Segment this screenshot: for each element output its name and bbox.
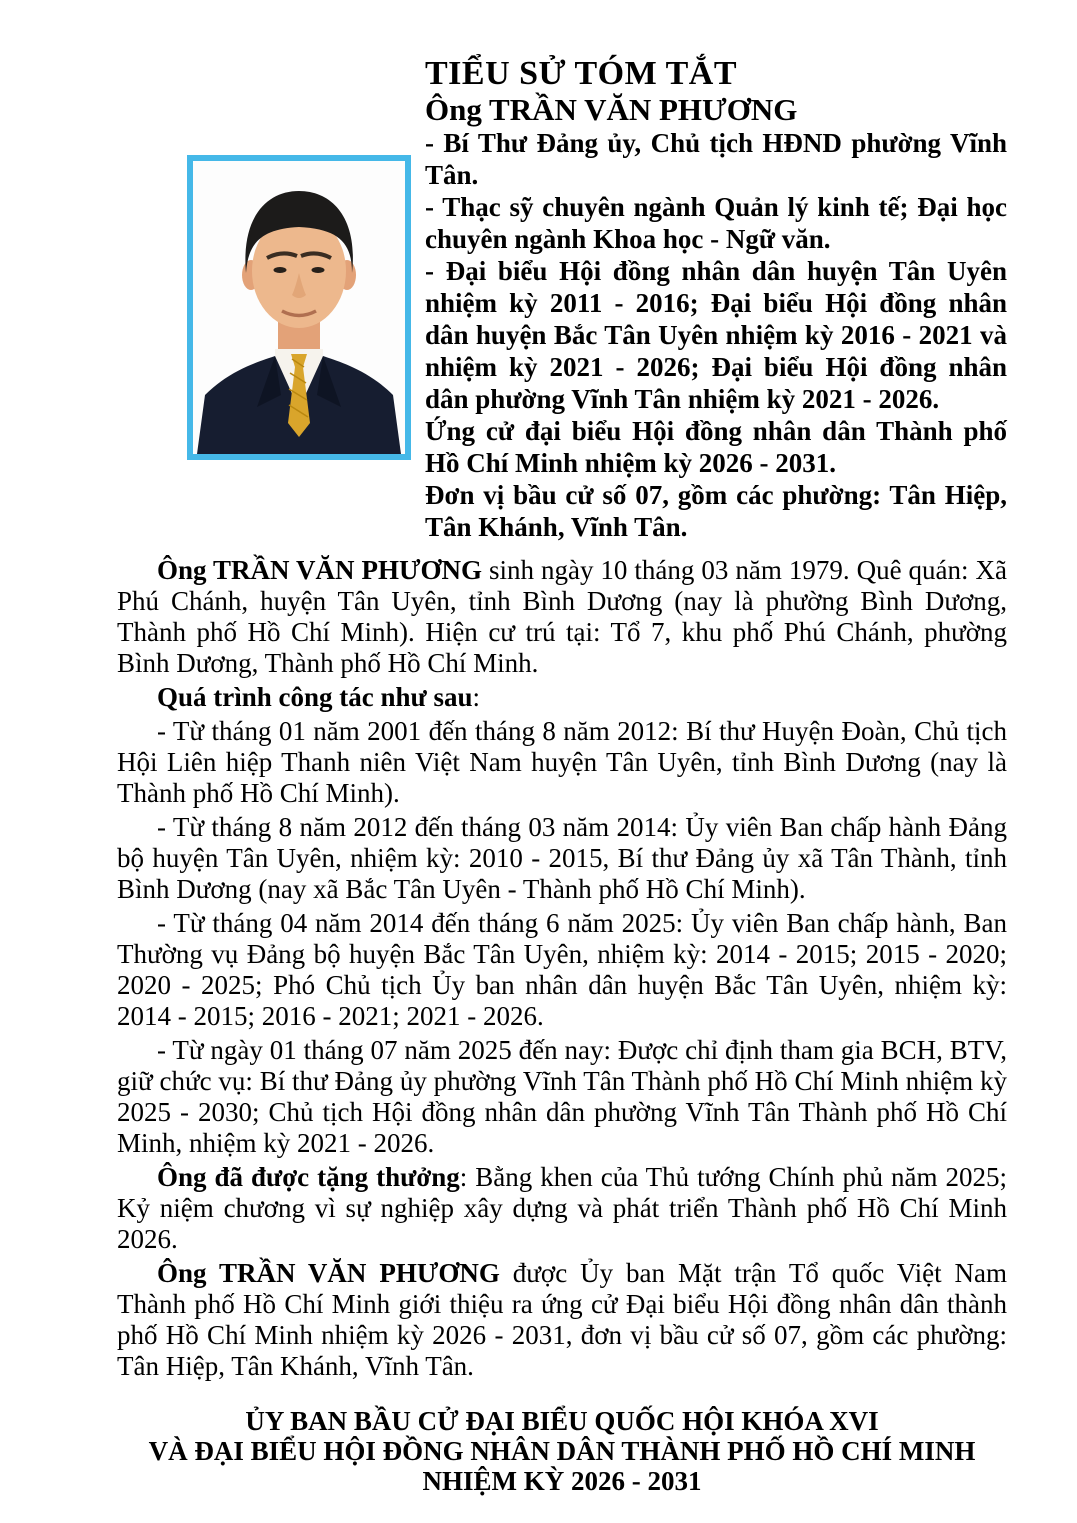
awards-lead: Ông đã được tặng thưởng (157, 1162, 460, 1192)
nomination-paragraph (117, 1258, 1007, 1382)
portrait-photo (187, 155, 411, 460)
career-heading-lead: Quá trình công tác như sau (157, 682, 473, 712)
document-title: TIỂU SỬ TÓM TẮT (425, 55, 738, 92)
footer-line-committee: ỦY BAN BẦU CỬ ĐẠI BIỂU QUỐC HỘI KHÓA XVI (245, 1406, 879, 1436)
header-section (117, 55, 1007, 543)
career-heading (117, 682, 1007, 713)
awards-text: : Bằng khen của Thủ tướng Chính phủ năm 2025; Kỷ niệm chương vì sự nghiệp xây dựng và phát triển Thành phố Hồ Chí Minh 2026. (117, 1162, 1007, 1254)
awards-paragraph (117, 1162, 1007, 1255)
intro-lead-name: Ông TRẦN VĂN PHƯƠNG (157, 555, 482, 585)
summary-bullet-positions: - Bí Thư Đảng ủy, Chủ tịch HĐND phường Vĩnh Tân. (425, 128, 1007, 190)
body-section (117, 555, 1007, 1382)
career-item-2025-now: - Từ ngày 01 tháng 07 năm 2025 đến nay: Được chỉ định tham gia BCH, BTV, giữ chức vụ: Bí thư Đảng ủy phường Vĩnh Tân Thành phố Hồ Chí Minh nhiệm kỳ 2025 - 2030; Chủ tịch Hội đồng nhân dân phường Vĩnh Tân Thành phố Hồ Chí Minh, nhiệm kỳ 2021 - 2026. (117, 1035, 1007, 1158)
nomination-text: được Ủy ban Mặt trận Tổ quốc Việt Nam Thành phố Hồ Chí Minh giới thiệu ra ứng cử Đại biểu Hội đồng nhân dân thành phố Hồ Chí Minh nhiệm kỳ 2026 - 2031, đơn vị bầu cử số 07, gồm các phường: Tân Hiệp, Tân Khánh, Vĩnh Tân. (117, 1258, 1007, 1381)
person-name: Ông TRẦN VĂN PHƯƠNG (425, 92, 798, 127)
summary-bullet-delegate-history: - Đại biểu Hội đồng nhân dân huyện Tân Uyên nhiệm kỳ 2011 - 2016; Đại biểu Hội đồng nhân dân huyện Bắc Tân Uyên nhiệm kỳ 2016 - 2021 và nhiệm kỳ 2021 - 2026; Đại biểu Hội đồng nhân dân phường Vĩnh Tân nhiệm kỳ 2021 - 2026. (425, 256, 1007, 414)
footer-line-term: NHIỆM KỲ 2026 - 2031 (422, 1466, 702, 1496)
nomination-lead-name: Ông TRẦN VĂN PHƯƠNG (157, 1258, 500, 1288)
intro-text: sinh ngày 10 tháng 03 năm 1979. Quê quán: Xã Phú Chánh, huyện Tân Uyên, tỉnh Bình Dương (nay là phường Bình Dương, Thành phố Hồ Chí Minh). Hiện cư trú tại: Tổ 7, khu phố Phú Chánh, phường Bình Dương, Thành phố Hồ Chí Minh. (117, 555, 1007, 678)
summary-bullet-candidacy: Ứng cử đại biểu Hội đồng nhân dân Thành phố Hồ Chí Minh nhiệm kỳ 2026 - 2031. (425, 416, 1007, 478)
career-item-2001-2012: - Từ tháng 01 năm 2001 đến tháng 8 năm 2012: Bí thư Huyện Đoàn, Chủ tịch Hội Liên hiệp Thanh niên Việt Nam huyện Tân Uyên, tỉnh Bình Dương (nay là Thành phố Hồ Chí Minh). (117, 716, 1007, 808)
footer-line-council: VÀ ĐẠI BIỂU HỘI ĐỒNG NHÂN DÂN THÀNH PHỐ HỒ CHÍ MINH (148, 1436, 976, 1466)
summary-bullet-education: - Thạc sỹ chuyên ngành Quản lý kinh tế; Đại học chuyên ngành Khoa học - Ngữ văn. (425, 192, 1007, 254)
career-item-2012-2014: - Từ tháng 8 năm 2012 đến tháng 03 năm 2014: Ủy viên Ban chấp hành Đảng bộ huyện Tân Uyên, nhiệm kỳ: 2010 - 2015, Bí thư Đảng ủy xã Tân Thành, tỉnh Bình Dương (nay xã Bắc Tân Uyên - Thành phố Hồ Chí Minh). (117, 812, 1007, 904)
portrait-photo-graphic (193, 161, 405, 454)
summary-bullet-constituency: Đơn vị bầu cử số 07, gồm các phường: Tân Hiệp, Tân Khánh, Vĩnh Tân. (425, 480, 1007, 542)
career-heading-colon: : (472, 682, 481, 712)
header-text-column (425, 55, 1007, 543)
intro-paragraph (117, 555, 1007, 679)
footer-section (117, 1406, 1007, 1496)
career-item-2014-2025: - Từ tháng 04 năm 2014 đến tháng 6 năm 2025: Ủy viên Ban chấp hành, Ban Thường vụ Đảng bộ huyện Bắc Tân Uyên, nhiệm kỳ: 2014 - 2015; 2015 - 2020; 2020 - 2025; Phó Chủ tịch Ủy ban nhân dân huyện Bắc Tân Uyên, nhiệm kỳ: 2014 - 2015; 2016 - 2021; 2021 - 2026. (117, 908, 1007, 1031)
